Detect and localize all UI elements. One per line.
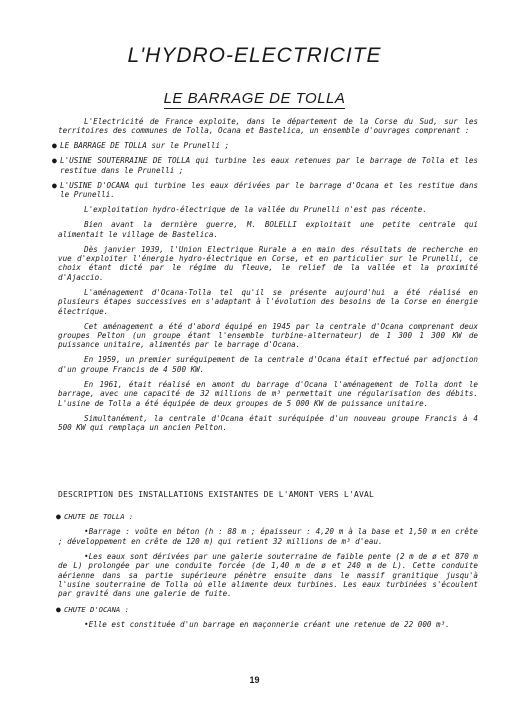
chute-ocana-item: •Elle est constituée d'un barrage en maçonnerie créant une retenue de 22 000 m³. <box>84 620 450 630</box>
chute-ocana-heading: ● CHUTE D'OCANA : <box>56 604 129 614</box>
paragraph: En 1959, un premier suréquipement de la centrale d'Ocana était effectué par adjonction d'un groupe Francis de 4 500 KW. <box>58 355 478 374</box>
chute-tolla-item: •Les eaux sont dérivées par une galerie souterraine de faible pente (2 m de ø et 870 m de L) prolongée par une conduite forcée (de 1,40 m de ø et 240 m de L). Cette conduite aérienne dans sa partie supérieure pénètre ensuite dans le massif granitique jusqu'à l'usine souterraine de Tolla où elle alimente deux turbines. Les eaux turbinées s'écoulent par gravité dans une galerie de fuite. <box>58 551 478 599</box>
bullet-icon: ● <box>52 156 57 166</box>
bullet-item: ● L'USINE D'OCANA qui turbine les eaux dérivées par le barrage d'Ocana et les restitue dans le Prunelli. <box>52 180 478 200</box>
bullet-icon: ● <box>52 180 57 190</box>
bullet-icon: ● <box>56 512 61 521</box>
paragraph: L'aménagement d'Ocana-Tolla tel qu'il se présente aujourd'hui a été réalisé en plusieurs étapes successives en s'adaptant à l'évolution des besoins de la Corse en énergie électrique. <box>58 287 478 316</box>
paragraph: Dès janvier 1939, l'Union Electrique Rurale a en main des résultats de recherche en vue d'exploiter l'énergie hydro-électrique en Corse, et en particulier sur le Prunelli, ce choix étant dicté par le régime du fleuve, le relief de la vallée et la proximité d'Ajaccio. <box>58 244 478 282</box>
paragraph: En 1961, était réalisé en amont du barrage d'Ocana l'aménagement de Tolla dont le barrage, avec une capacité de 32 millions de m³ permettait une régularisation des débits. L'usine de Tolla a été équipée de deux groupes de 5 000 KW de puissance unitaire. <box>58 379 478 408</box>
intro-paragraph: L'Electricité de France exploite, dans le département de la Corse du Sud, sur les territoires des communes de Tolla, Ocana et Bastelica, un ensemble d'ouvrages comprenant : <box>58 117 478 136</box>
section-heading: DESCRIPTION DES INSTALLATIONS EXISTANTES DE L'AMONT VERS L'AVAL <box>58 490 375 499</box>
paragraph: Cet aménagement a été d'abord équipé en 1945 par la centrale d'Ocana comprenant deux groupes Pelton (un groupe étant l'ensemble turbine-alternateur) de 1 300 1 300 KW de puissance unitaire, alimentés par le barrage d'Ocana. <box>58 321 478 350</box>
chute-tolla-heading: ● CHUTE DE TOLLA : <box>56 512 134 521</box>
bullet-icon: ● <box>52 141 57 151</box>
paragraph: Bien avant la dernière guerre, M. BOLELLI exploitait une petite centrale qui alimentait le village de Bastelica. <box>58 220 478 239</box>
page-number: 19 <box>249 675 260 685</box>
bullet-icon: ● <box>56 604 61 614</box>
paragraph: Simultanément, la centrale d'Ocana était suréquipée d'un nouveau groupe Francis à 4 500 KW qui remplaça un ancien Pelton. <box>58 413 478 433</box>
bullet-item: ● L'USINE SOUTERRAINE DE TOLLA qui turbine les eaux retenues par le barrage de Tolla et les restitue dans le Prunelli ; <box>52 156 478 175</box>
bullet-item: ● LE BARRAGE DE TOLLA sur le Prunelli ; <box>52 141 230 151</box>
page-title: L'HYDRO-ELECTRICITE <box>127 44 382 67</box>
chute-tolla-item: •Barrage : voûte en béton (h : 88 m ; épaisseur : 4,20 m à la base et 1,50 m en crête ; développement en crête de 120 m) qui retient 32 millions de m³ d'eau. <box>58 527 478 546</box>
paragraph: L'exploitation hydro-électrique de la vallée du Prunelli n'est pas récente. <box>84 205 427 215</box>
page-subtitle: LE BARRAGE DE TOLLA <box>163 90 346 107</box>
body-text <box>52 117 478 438</box>
installations-description <box>58 512 478 635</box>
